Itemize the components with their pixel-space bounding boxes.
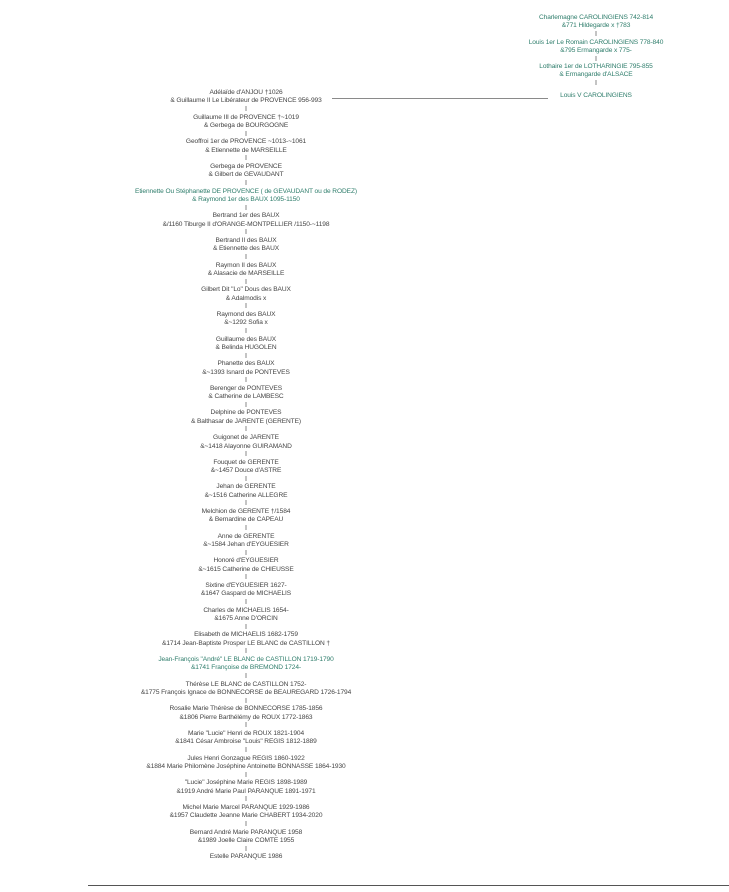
descent-connector bbox=[246, 328, 247, 333]
generation-entry bbox=[193, 114, 299, 131]
spouse-line: &/1160 Tiburge II d'ORANGE-MONTPELLIER /1150-~1198 bbox=[162, 220, 330, 228]
descent-connector bbox=[246, 796, 247, 801]
descent-connector bbox=[246, 525, 247, 530]
person-name: Charles de MICHAELIS 1654- bbox=[203, 606, 289, 614]
spouse-line: &~1393 Isnard de PONTEVES bbox=[202, 368, 290, 376]
person-name: Jehan de GERENTE bbox=[216, 483, 276, 491]
person-name: Bertrand II des BAUX bbox=[215, 236, 277, 244]
descent-connector bbox=[246, 402, 247, 407]
generation-entry bbox=[560, 92, 632, 100]
spouse-line: &~1584 Jehan d'EYGUESIER bbox=[203, 541, 289, 549]
person-name: Raymon II des BAUX bbox=[215, 261, 277, 269]
generation-entry bbox=[170, 804, 323, 821]
person-name: Marie "Lucie" Henri de ROUX 1821-1904 bbox=[187, 729, 305, 737]
spouse-line: &1989 Joelle Claire COMTE 1955 bbox=[197, 836, 295, 844]
branch-connector bbox=[332, 98, 548, 99]
descent-connector bbox=[596, 56, 597, 61]
descent-connector bbox=[246, 254, 247, 259]
spouse-line: & Bernardine de CAPEAU bbox=[208, 516, 284, 524]
person-name[interactable]: Louis 1er Le Romain CAROLINGIENS 778-840 bbox=[528, 39, 664, 46]
generation-entry bbox=[539, 14, 653, 31]
person-name: Anne de GERENTE bbox=[217, 532, 275, 540]
generation-entry bbox=[146, 755, 345, 772]
descent-connector bbox=[246, 279, 247, 284]
generation-entry bbox=[203, 607, 288, 624]
descent-connector bbox=[246, 476, 247, 481]
descent-connector bbox=[246, 426, 247, 431]
generation-entry bbox=[201, 286, 291, 303]
generation-entry bbox=[202, 360, 289, 377]
person-name: "Lucie" Joséphine Marie REGIS 1898-1989 bbox=[184, 779, 308, 787]
footer-divider bbox=[88, 885, 729, 886]
person-name: Thérèse LE BLANC de CASTILLON 1752- bbox=[185, 680, 307, 688]
generation-entry bbox=[200, 434, 292, 451]
descent-connector bbox=[246, 131, 247, 136]
spouse-line[interactable]: & Raymond 1er des BAUX 1095-1150 bbox=[192, 196, 300, 203]
generation-entry bbox=[203, 533, 289, 550]
generation-entry bbox=[191, 409, 301, 426]
generation-entry bbox=[176, 779, 315, 796]
person-name: Bernard André Marie PARANQUE 1958 bbox=[189, 828, 303, 836]
generation-entry bbox=[141, 681, 351, 698]
generation-entry bbox=[213, 237, 279, 254]
person-name: Fouquet de GERENTE bbox=[213, 458, 279, 466]
spouse-line: &~1457 Douce d'ASTRE bbox=[210, 467, 282, 475]
spouse-line: &1919 André Marie Paul PARANQUE 1891-1971 bbox=[176, 787, 316, 795]
spouse-line: &1775 François Ignace de BONNECORSE de BEAUREGARD 1726-1794 bbox=[140, 689, 352, 696]
spouse-line: & Adalmodis x bbox=[225, 294, 267, 302]
person-name: Sixtine d'EYGUESIER 1627- bbox=[205, 582, 287, 589]
person-name: Guillaume des BAUX bbox=[215, 335, 277, 343]
person-name: Raymond des BAUX bbox=[216, 310, 276, 318]
generation-entry bbox=[170, 705, 323, 722]
person-name: Jules Henri Gonzague REGIS 1860-1922 bbox=[187, 754, 305, 762]
descent-connector bbox=[246, 772, 247, 777]
spouse-line[interactable]: & Ermangarde d'ALSACE bbox=[559, 71, 633, 79]
descent-connector bbox=[596, 80, 597, 85]
descent-connector bbox=[246, 550, 247, 555]
descent-connector bbox=[246, 377, 247, 382]
person-name: Guigonet de JARENTE bbox=[213, 434, 279, 442]
person-name: Adélaïde d'ANJOU †1026 bbox=[209, 89, 283, 96]
descent-connector bbox=[246, 303, 247, 308]
spouse-line[interactable]: &771 Hildegarde x †783 bbox=[561, 22, 631, 30]
spouse-line: & Etiennette de MARSEILLE bbox=[205, 146, 287, 154]
person-name: Honoré d'EYGUESIER bbox=[213, 557, 279, 565]
person-name[interactable]: Louis V CAROLINGIENS bbox=[560, 92, 632, 99]
spouse-line: & Balthasar de JARENTE (GERENTE) bbox=[190, 417, 302, 425]
spouse-line[interactable]: &795 Ermangarde x 775- bbox=[560, 47, 632, 55]
spouse-line: &~1418 Alayonne GUIRAMAND bbox=[200, 442, 292, 450]
descent-connector bbox=[246, 673, 247, 678]
generation-entry bbox=[163, 212, 330, 229]
person-name[interactable]: Charlemagne CAROLINGIENS 742-814 bbox=[538, 14, 654, 21]
person-name: Rosalie Marie Thérèse de BONNECORSE 1785-1856 bbox=[169, 705, 323, 713]
spouse-line: &1884 Marie Philomène Joséphine Antoinette BONNASSE 1864-1930 bbox=[146, 762, 346, 770]
generation-entry bbox=[529, 39, 664, 56]
spouse-line: &1841 César Ambroise "Louis" REGIS 1812-1889 bbox=[175, 738, 317, 746]
spouse-line: &1647 Gaspard de MICHAELIS bbox=[200, 590, 292, 598]
person-name: Gilbert Dit "Lo" Dous des BAUX bbox=[201, 286, 291, 294]
generation-entry bbox=[190, 829, 302, 846]
spouse-line: & Gerbega de BOURGOGNE bbox=[203, 122, 289, 130]
person-name: Michel Marie Marcel PARANQUE 1929-1986 bbox=[182, 803, 310, 811]
descent-connector bbox=[246, 500, 247, 505]
generation-entry bbox=[216, 336, 277, 353]
spouse-line: & Belinda HUGOLEN bbox=[215, 343, 277, 351]
descent-connector bbox=[246, 698, 247, 703]
generation-entry bbox=[208, 262, 285, 279]
person-name: Delphine de PONTEVES bbox=[210, 409, 282, 417]
generation-entry bbox=[175, 730, 316, 747]
person-name: Bertrand 1er des BAUX bbox=[212, 212, 280, 220]
spouse-line: &1806 Pierre Barthélémy de ROUX 1772-1863 bbox=[179, 713, 313, 721]
person-name: Guillaume III de PROVENCE †~1019 bbox=[193, 113, 299, 121]
generation-entry bbox=[205, 483, 288, 500]
person-name[interactable]: Jean-François "André" LE BLANC de CASTILLON 1719-1790 bbox=[158, 655, 334, 663]
descent-connector bbox=[246, 229, 247, 234]
generation-entry bbox=[170, 89, 321, 106]
generation-entry bbox=[135, 188, 357, 205]
descent-connector bbox=[246, 574, 247, 579]
descent-connector bbox=[246, 205, 247, 210]
generation-entry bbox=[209, 163, 284, 180]
descent-connector bbox=[246, 722, 247, 727]
person-name: Elisabeth de MICHAELIS 1682-1759 bbox=[194, 631, 298, 639]
generation-entry bbox=[210, 853, 283, 861]
spouse-line: & Gilbert de GEVAUDANT bbox=[208, 171, 284, 179]
descent-connector bbox=[246, 747, 247, 752]
descent-connector bbox=[246, 648, 247, 653]
person-name[interactable]: Etiennette Ou Stéphanette DE PROVENCE ( de GEVAUDANT ou de RODEZ) bbox=[135, 187, 357, 195]
spouse-line: &1957 Claudette Jeanne Marie CHABERT 1934-2020 bbox=[169, 812, 323, 820]
descent-connector bbox=[246, 180, 247, 185]
descent-connector bbox=[246, 155, 247, 160]
generation-entry bbox=[158, 656, 333, 673]
generation-entry bbox=[201, 582, 291, 599]
descent-connector bbox=[246, 821, 247, 826]
spouse-line: &1675 Anne D'ORCIN bbox=[214, 615, 278, 623]
generation-entry bbox=[186, 138, 306, 155]
descent-connector bbox=[246, 353, 247, 358]
spouse-line[interactable]: &1741 Françoise de BREMOND 1724- bbox=[190, 664, 302, 672]
person-name: Melchion de GERENTE †/1584 bbox=[201, 508, 291, 516]
spouse-line: &~1292 Sofia x bbox=[224, 319, 268, 327]
descent-connector bbox=[596, 31, 597, 36]
generation-entry bbox=[217, 311, 276, 328]
generation-entry bbox=[208, 385, 283, 402]
person-name: Gerbega de PROVENCE bbox=[210, 162, 282, 170]
person-name: Phanette des BAUX bbox=[217, 360, 275, 368]
spouse-line: & Catherine de LAMBESC bbox=[208, 393, 284, 401]
spouse-line: &1714 Jean-Baptiste Prosper LE BLANC de CASTILLON † bbox=[162, 639, 330, 647]
person-name: Geoffroi 1er de PROVENCE ~1013-~1061 bbox=[185, 138, 307, 146]
spouse-line: & Etiennette des BAUX bbox=[212, 245, 280, 253]
generation-entry bbox=[162, 631, 330, 648]
descent-connector bbox=[246, 624, 247, 629]
generation-entry bbox=[211, 459, 282, 476]
spouse-line: & Alasacie de MARSEILLE bbox=[207, 269, 285, 277]
spouse-line: & Guillaume II Le Libérateur de PROVENCE 956-993 bbox=[170, 97, 322, 105]
generation-entry bbox=[198, 557, 293, 574]
person-name: Berenger de PONTEVES bbox=[209, 384, 283, 392]
person-name[interactable]: Lothaire 1er de LOTHARINGIE 795-855 bbox=[539, 63, 653, 70]
descent-connector bbox=[246, 106, 247, 111]
spouse-line: &~1516 Catherine ALLEGRE bbox=[204, 491, 288, 499]
generation-entry bbox=[539, 63, 652, 80]
spouse-line: &~1615 Catherine de CHIEUSSE bbox=[198, 565, 294, 573]
descent-connector bbox=[246, 599, 247, 604]
descent-connector bbox=[246, 846, 247, 851]
generation-entry bbox=[202, 508, 291, 525]
person-name: Estelle PARANQUE 1986 bbox=[209, 853, 283, 861]
descent-connector bbox=[246, 451, 247, 456]
